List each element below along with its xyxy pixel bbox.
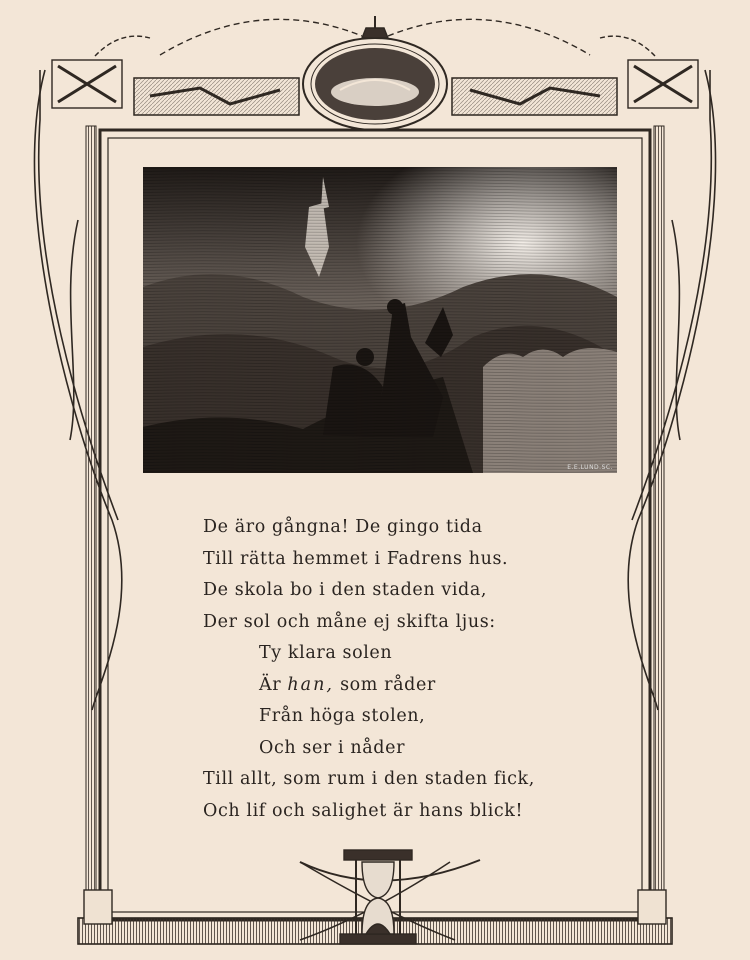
poem-fragment: som råder	[333, 674, 436, 695]
poem-line: Till rätta hemmet i Fadrens hus.	[203, 548, 509, 569]
poem-line: De skola bo i den staden vida,	[203, 580, 488, 600]
poem-line: Och ser i nåder	[259, 737, 406, 758]
poem-text	[203, 512, 623, 827]
poem-emphasis: han,	[287, 674, 334, 695]
poem-line: Och lif och salighet är hans blick!	[203, 800, 524, 821]
bottom-ornament	[78, 850, 672, 944]
poem-line: Der sol och måne ej skifta ljus:	[203, 611, 496, 632]
engraver-signature: E.E.LUND.SC.	[567, 464, 613, 471]
poem-fragment: Är	[259, 674, 288, 695]
poem-line: Till allt, som rum i den staden fick,	[203, 769, 535, 789]
top-ornament	[52, 16, 698, 130]
poem-line	[203, 670, 623, 702]
poem-line: Från höga stolen,	[259, 706, 426, 726]
poem-line: Ty klara solen	[259, 643, 393, 663]
poem-line: De äro gångna! De gingo tida	[203, 517, 483, 537]
engraving-illustration	[143, 167, 617, 473]
